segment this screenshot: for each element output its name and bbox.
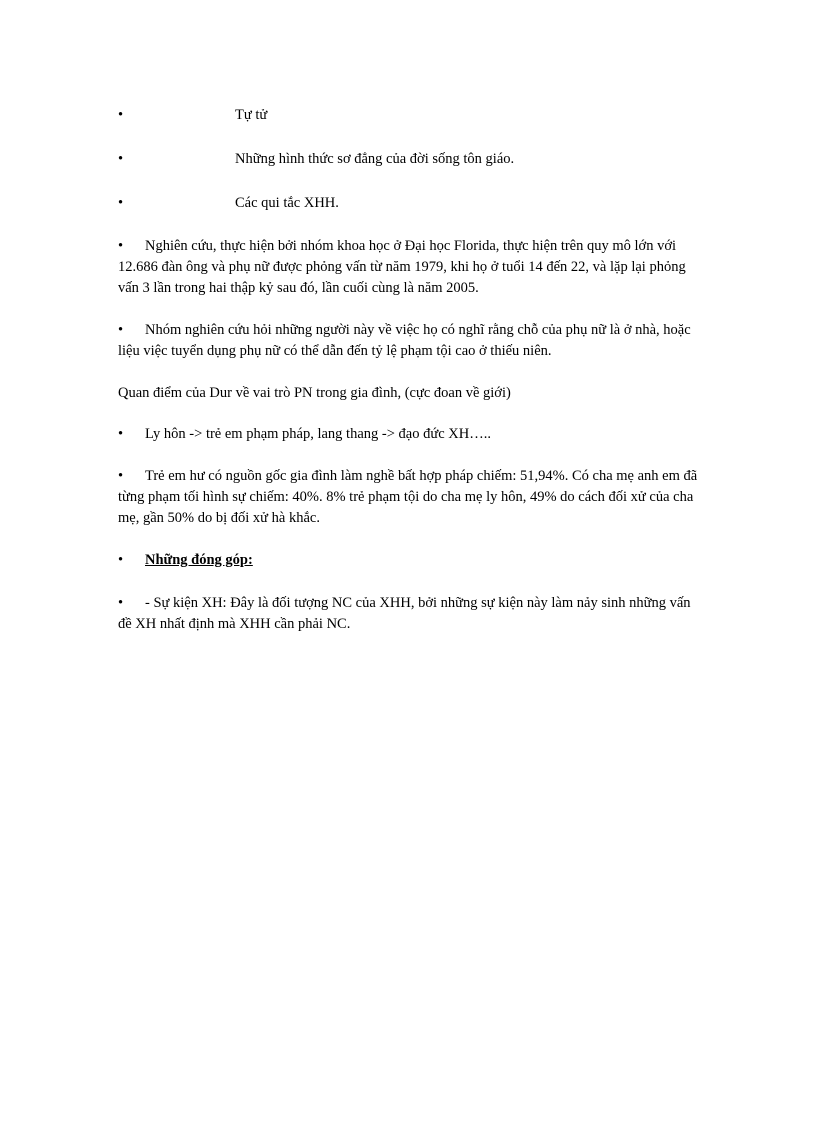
heading-contributions (118, 550, 703, 571)
bullet: • (118, 426, 124, 442)
bullet: • (118, 107, 124, 123)
paragraph-text: Nhóm nghiên cứu hỏi những người này về việc họ có nghĩ rằng chỗ của phụ nữ là ở nhà, hoặc liệu việc tuyển dụng phụ nữ có thể dẫn đến tỷ lệ phạm tội cao ở thiếu niên. (118, 322, 691, 359)
list-item-religious-life (118, 149, 703, 170)
paragraph-text: Nghiên cứu, thực hiện bởi nhóm khoa học ở Đại học Florida, thực hiện trên quy mô lớn với 12.686 đàn ông và phụ nữ được phỏng vấn từ năm 1979, khi họ ở tuổi 14 đến 22, và lặp lại phỏng vấn 3 lần trong hai thập kỷ sau đó, lần cuối cùng là năm 2005. (118, 238, 686, 296)
bullet: • (118, 595, 124, 611)
list-item-text: Những hình thức sơ đẳng của đời sống tôn giáo. (235, 151, 515, 167)
paragraph-divorce (118, 424, 703, 445)
paragraph-durkheim-view: Quan điểm của Dur về vai trò PN trong gia đình, (cực đoan về giới) (118, 385, 511, 401)
bullet: • (118, 195, 124, 211)
bullet: • (118, 468, 124, 484)
bullet: • (118, 552, 124, 568)
paragraph-text: Trẻ em hư có nguồn gốc gia đình làm nghề bất hợp pháp chiếm: 51,94%. Có cha mẹ anh em đã từng phạm tối hình sự chiếm: 40%. 8% trẻ phạm tội do cha mẹ ly hôn, 49% do cách đối xử của cha mẹ, gần 50% do bị đối xử hà khắc. (118, 468, 698, 526)
bullet: • (118, 322, 124, 338)
paragraph-children-statistics (118, 466, 703, 529)
list-item-rules-sociology (118, 193, 703, 214)
list-item-text: Các qui tắc XHH. (235, 195, 339, 211)
list-item-text: Tự tử (235, 107, 268, 123)
list-item-suicide (118, 105, 703, 126)
paragraph-florida-study (118, 236, 703, 299)
paragraph-text: - Sự kiện XH: Đây là đối tượng NC của XHH, bởi những sự kiện này làm nảy sinh những vấn đề XH nhất định mà XHH cần phải NC. (118, 595, 691, 632)
paragraph-social-facts (118, 593, 703, 635)
bullet: • (118, 151, 124, 167)
paragraph-text: Ly hôn -> trẻ em phạm pháp, lang thang -> đạo đức XH….. (145, 426, 491, 442)
heading-text: Những đóng góp: (145, 552, 253, 568)
paragraph-research-group (118, 320, 703, 362)
bullet: • (118, 238, 124, 254)
